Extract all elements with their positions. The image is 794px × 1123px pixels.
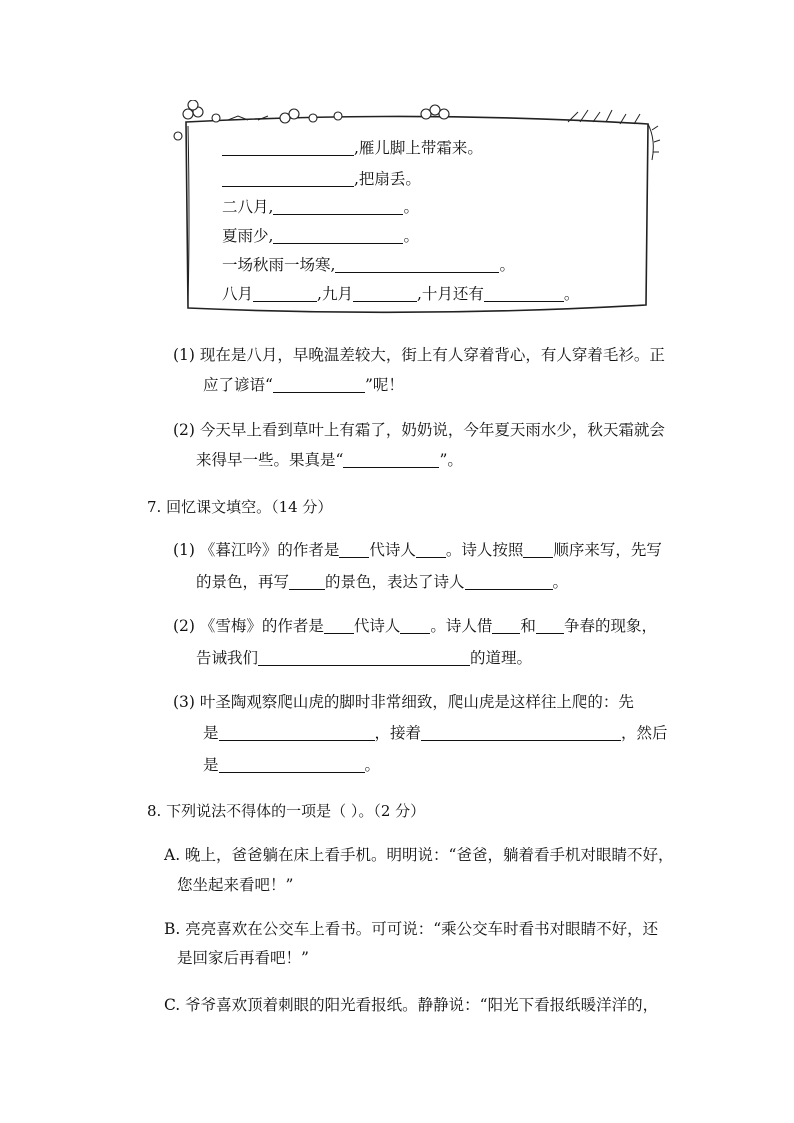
q7-title: 7. 回忆课文填空。（14 分）	[147, 498, 333, 516]
q8-title: 8. 下列说法不得体的一项是（ ）。（2 分）	[147, 802, 426, 820]
blank[interactable]	[289, 573, 325, 590]
blank[interactable]	[273, 198, 403, 215]
poem-line-3: 二八月, 。	[222, 198, 419, 216]
blank[interactable]	[343, 451, 439, 468]
blank[interactable]	[222, 170, 354, 187]
q6-item1-line1: (1) 现在是八月，早晚温差较大，街上有人穿着背心，有人穿着毛衫。正	[173, 346, 665, 364]
blank[interactable]	[421, 724, 621, 741]
blank[interactable]	[219, 756, 365, 773]
q8-option-a-line2: 您坐起来看吧！”	[177, 876, 294, 894]
blank[interactable]	[523, 541, 553, 558]
poem-line-6: 八月 ,九月 ,十月还有 。	[222, 285, 580, 303]
blank[interactable]	[222, 139, 354, 156]
poem-line-2: ,把扇丢。	[222, 169, 421, 189]
poem-line-4: 夏雨少, 。	[222, 227, 419, 245]
q8-option-a-line1[interactable]: A. 晚上，爸爸躺在床上看手机。明明说：“爸爸，躺着看手机对眼睛不好，	[164, 846, 674, 864]
q8-option-c-line1[interactable]: C. 爷爷喜欢顶着刺眼的阳光看报纸。静静说：“阳光下看报纸暖洋洋的，	[164, 996, 659, 1014]
q6-item2-line2: 来得早一些。果真是“ ”。	[196, 451, 463, 469]
q7-s2-line2: 告诫我们 的道理。	[196, 649, 533, 667]
blank[interactable]	[253, 285, 317, 302]
blank[interactable]	[219, 724, 375, 741]
q7-s1-line1: (1) 《暮江吟》的作者是 代诗人 。诗人按照 顺序来写，先写	[173, 541, 662, 559]
blank[interactable]	[400, 617, 430, 634]
blank[interactable]	[536, 617, 564, 634]
blank[interactable]	[484, 285, 564, 302]
blank[interactable]	[258, 649, 470, 666]
q8-option-b-line1[interactable]: B. 亮亮喜欢在公交车上看书。可可说：“乘公交车时看书对眼睛不好，还	[164, 920, 659, 938]
blank[interactable]	[339, 541, 369, 558]
blank[interactable]	[324, 617, 354, 634]
poem-line-5: 一场秋雨一场寒, 。	[222, 256, 515, 274]
flower-decor-icon	[174, 100, 449, 140]
q6-item1-line2: 应了谚语“ ”呢！	[203, 376, 404, 394]
blank[interactable]	[353, 285, 417, 302]
poem-line-1: ,雁儿脚上带霜来。	[222, 138, 483, 158]
q7-s2-line1: (2) 《雪梅》的作者是 代诗人 。诗人借 和 争春的现象，	[173, 617, 657, 635]
blank[interactable]	[273, 227, 403, 244]
blank[interactable]	[273, 376, 365, 393]
q8-option-b-line2: 是回家后再看吧！”	[177, 949, 309, 967]
blank[interactable]	[465, 573, 553, 590]
blank[interactable]	[416, 541, 446, 558]
q7-s3-line3: 是 。	[203, 756, 381, 774]
blank[interactable]	[492, 617, 520, 634]
blank[interactable]	[335, 256, 499, 273]
q7-s3-line1: (3) 叶圣陶观察爬山虎的脚时非常细致，爬山虎是这样往上爬的：先	[173, 693, 634, 711]
q6-item2-line1: (2) 今天早上看到草叶上有霜了，奶奶说，今年夏天雨水少，秋天霜就会	[173, 421, 665, 439]
q7-s3-line2: 是 ，接着 ，然后	[203, 724, 668, 742]
q7-s1-line2: 的景色，再写 的景色，表达了诗人 。	[196, 573, 569, 591]
